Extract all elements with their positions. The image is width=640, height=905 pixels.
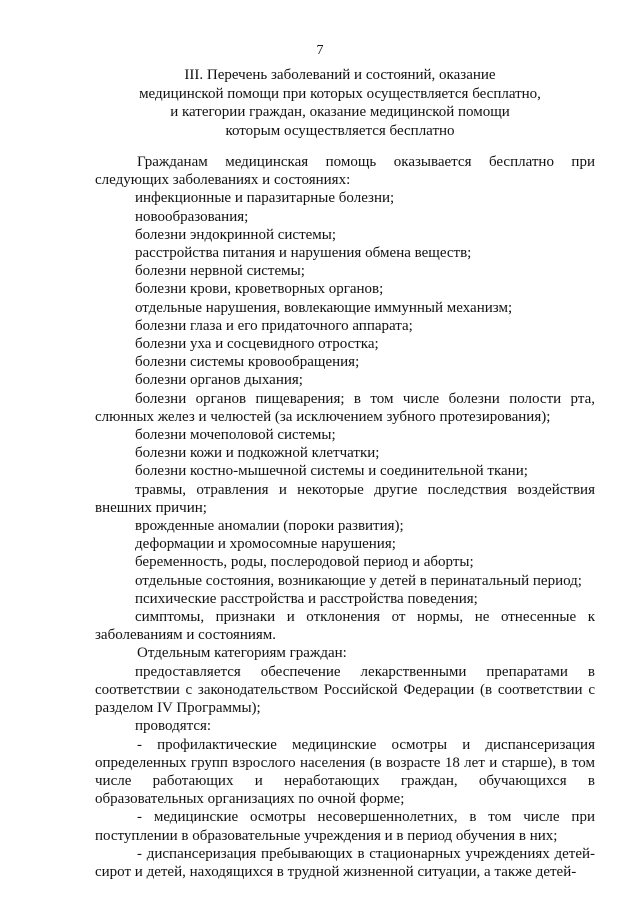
conducted-item: - профилактические медицинские осмотры и диспансеризация определенных групп взрослого населения (в возрасте 18 лет и старше), в том числе работающих и неработающих граждан, обучающихся в образовательных организациях по очной форме; [95, 736, 595, 808]
disease-item: инфекционные и паразитарные болезни; [135, 190, 395, 207]
provided-paragraph: предоставляется обеспечение лекарственными препаратами в соответствии с законодательством Российской Федерации (в соответствии с разделом IV Программы); [95, 663, 595, 717]
disease-item: отдельные нарушения, вовлекающие иммунный механизм; [135, 299, 513, 316]
heading-line: III. Перечень заболеваний и состояний, оказание [184, 67, 496, 83]
disease-item: болезни кожи и подкожной клетчатки; [135, 445, 380, 462]
disease-item: симптомы, признаки и отклонения от нормы, не отнесенные к заболеваниям и состояниям. [95, 609, 595, 644]
conducted-label: проводятся: [135, 718, 212, 735]
heading-line: и категории граждан, оказание медицинской помощи [170, 104, 510, 120]
heading-line: которым осуществляется бесплатно [225, 122, 455, 139]
intro-paragraph: Гражданам медицинская помощь оказывается бесплатно при следующих заболеваниях и состояниях: [95, 154, 595, 189]
conducted-item: - медицинские осмотры несовершеннолетних, в том числе при поступлении в образовательные учреждения и в период обучения в них; [95, 809, 595, 844]
disease-item: болезни глаза и его придаточного аппарата; [135, 317, 413, 334]
section-heading [60, 66, 620, 140]
disease-item: травмы, отравления и некоторые другие последствия воздействия внешних причин; [95, 481, 595, 516]
disease-item: беременность, роды, послеродовой период и аборты; [135, 554, 474, 571]
disease-item: болезни мочеполовой системы; [135, 427, 336, 444]
disease-item: болезни крови, кроветворных органов; [135, 281, 384, 298]
categories-intro: Отдельным категориям граждан: [137, 645, 347, 662]
disease-item: психические расстройства и расстройства поведения; [135, 590, 478, 607]
disease-item: отдельные состояния, возникающие у детей в перинатальный период; [135, 572, 582, 589]
disease-item: болезни уха и сосцевидного отростка; [135, 336, 379, 353]
disease-item: болезни органов пищеварения; в том числе болезни полости рта, слюнных желез и челюстей (за исключением зубного протезирования); [95, 390, 595, 425]
disease-item: новообразования; [135, 208, 249, 225]
disease-item: болезни органов дыхания; [135, 372, 303, 389]
disease-item: болезни эндокринной системы; [135, 226, 337, 243]
disease-item: расстройства питания и нарушения обмена веществ; [135, 245, 472, 262]
conducted-item: - диспансеризация пребывающих в стационарных учреждениях детей-сирот и детей, находящихся в трудной жизненной ситуации, а также детей- [95, 845, 595, 880]
disease-item: болезни костно-мышечной системы и соединительной ткани; [135, 463, 528, 480]
disease-item: болезни нервной системы; [135, 263, 305, 280]
disease-item: болезни системы кровообращения; [135, 354, 360, 371]
disease-item: врожденные аномалии (пороки развития); [135, 518, 404, 535]
heading-line: медицинской помощи при которых осуществляется бесплатно, [139, 85, 541, 102]
page-number: 7 [316, 43, 324, 58]
disease-item: деформации и хромосомные нарушения; [135, 536, 396, 553]
document-body [95, 153, 595, 881]
